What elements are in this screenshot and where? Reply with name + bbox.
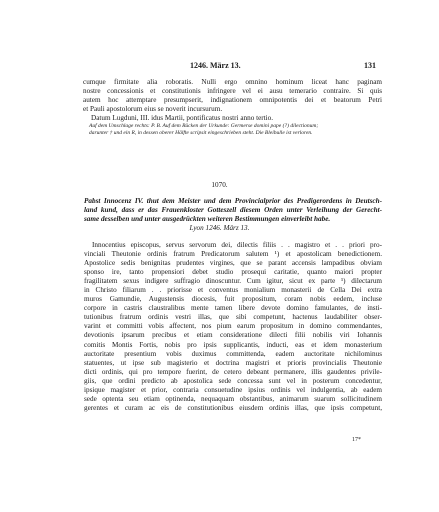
dateline: Lyon 1246. März 13. — [189, 224, 250, 232]
text-line: in Christo filiarum . . priorisse et conventus monialium monasterii de Cella Dei extra — [84, 286, 382, 295]
body-text-continuation — [83, 78, 382, 123]
regest — [84, 197, 382, 224]
text-line: tutionibus fratrum ordinis vestri illas, que sibi competunt, hactenus laudabiliter obser- — [84, 313, 382, 322]
text-line: gerentes et curam ac eis de constitutionibus eiusdem ordinis illas, que ipsis competunt, — [84, 403, 382, 412]
text-line: dicti ordinis, qui pro tempore fuerint, de cetero debeant permanere, illis gaudentes privile- — [84, 367, 382, 376]
text-line: devotionis ipsarum precibus et etiam consideratione dilecti filii nobilis viri Iohannis — [84, 331, 382, 340]
text-line: autem hoc attemptare presumpserit, indignationem omnipotentis dei et beatorum Petri — [83, 96, 382, 105]
text-line: vinciali Theutonie ordinis fratrum Predicatorum salutem ¹) et apostolicam benedictionem. — [84, 250, 382, 259]
text-line: giis, que ordini predicto ab apostolica sede concessa sunt vel in posterum concedentur, — [84, 376, 382, 385]
text-line: fragilitatem sexus indigere suffragio dinoscuntur. Cum igitur, sicut ex parte ¹) dilectarum — [84, 277, 382, 286]
note-line: darunter † und ein R, in dessen oberer Hälfte scripsit eingeschrieben steht. Die Bleibulle ist verloren. — [89, 130, 313, 136]
text-line: sponso ire, tanto propensiori debet studio prosequi caritatie, quanto maiori propter — [84, 268, 382, 277]
text-line: auctoritate presentium vobis duximus committenda, eadem auctoritate nichilominus — [84, 349, 382, 358]
text-line: varint et committi vobis affectent, nos pium earum propositum in domino commendantes, — [84, 322, 382, 331]
text-line: corpore in castris claustralibus mente tamen libere devote domino famulantes, de insti- — [84, 304, 382, 313]
charter-text — [84, 241, 382, 413]
document-number: 1070. — [211, 181, 228, 189]
text-line: et Pauli apostolorum eius se noverit incursurum. — [83, 105, 223, 114]
signature-mark: 17* — [352, 437, 361, 443]
text-line: cumque firmitate alia roboratis. Nulli ergo omnino hominum liceat hanc paginam — [83, 78, 382, 86]
archival-note — [89, 123, 382, 137]
running-head-date: 1246. März 13. — [190, 61, 241, 70]
text-line: muros Gamundie, Augustensis diocesis, fuit propositum, coram nobis eedem, incluse — [84, 295, 382, 304]
text-line: comitis Montis Fortis, nobis pro ipsis supplicantis, inducti, eas et idem monasterium — [84, 340, 382, 349]
page-number: 131 — [364, 61, 376, 70]
text-line: nostre concessionis et constitutionis infringere vel ei ausu temerario contraire. Si quis — [83, 87, 382, 96]
text-line: Innocentius episcopus, servus servorum dei, dilectis filiis . . magistro et . . priori pro- — [92, 241, 382, 249]
text-line: Apostolice sedis benignitas prudentes virgines, que se parant accensis lampadibus obviam — [84, 259, 382, 268]
running-head — [0, 61, 439, 71]
note-line: Auf dem Umschlage rechts: P. B. Auf dem Rücken der Urkunde: Germerse domini pape (?) dilectionum; — [89, 123, 319, 129]
regest-line: land kund, dass er das Frauenkloster Gotteszell diesem Orden unter Verleihung der Gerecht- — [84, 206, 382, 215]
datum-line: Datum Lugduni, III. idus Martii, pontificatus nostri anno tertio. — [91, 114, 274, 123]
regest-line: Pabst Innocenz IV. thut dem Meister und dem Provincialprior des Predigerordens in Deutsch- — [84, 197, 382, 205]
text-line: sede optenta seu etiam optinenda, nequaquam obstantibus, animarum suarum sollicitudinem — [84, 394, 382, 403]
text-line: ipsique magister et prior, contraria consuetudine ipsius ordinis vel indulgentia, ab eadem — [84, 385, 382, 394]
text-line: statuentes, ut ipse sub magisterio et doctrina magistri et prioris provincialis Theutonie — [84, 358, 382, 367]
regest-line: same desselben und unter ausgedrückten weiteren Bestimmungen einverleibt habe. — [84, 215, 331, 224]
